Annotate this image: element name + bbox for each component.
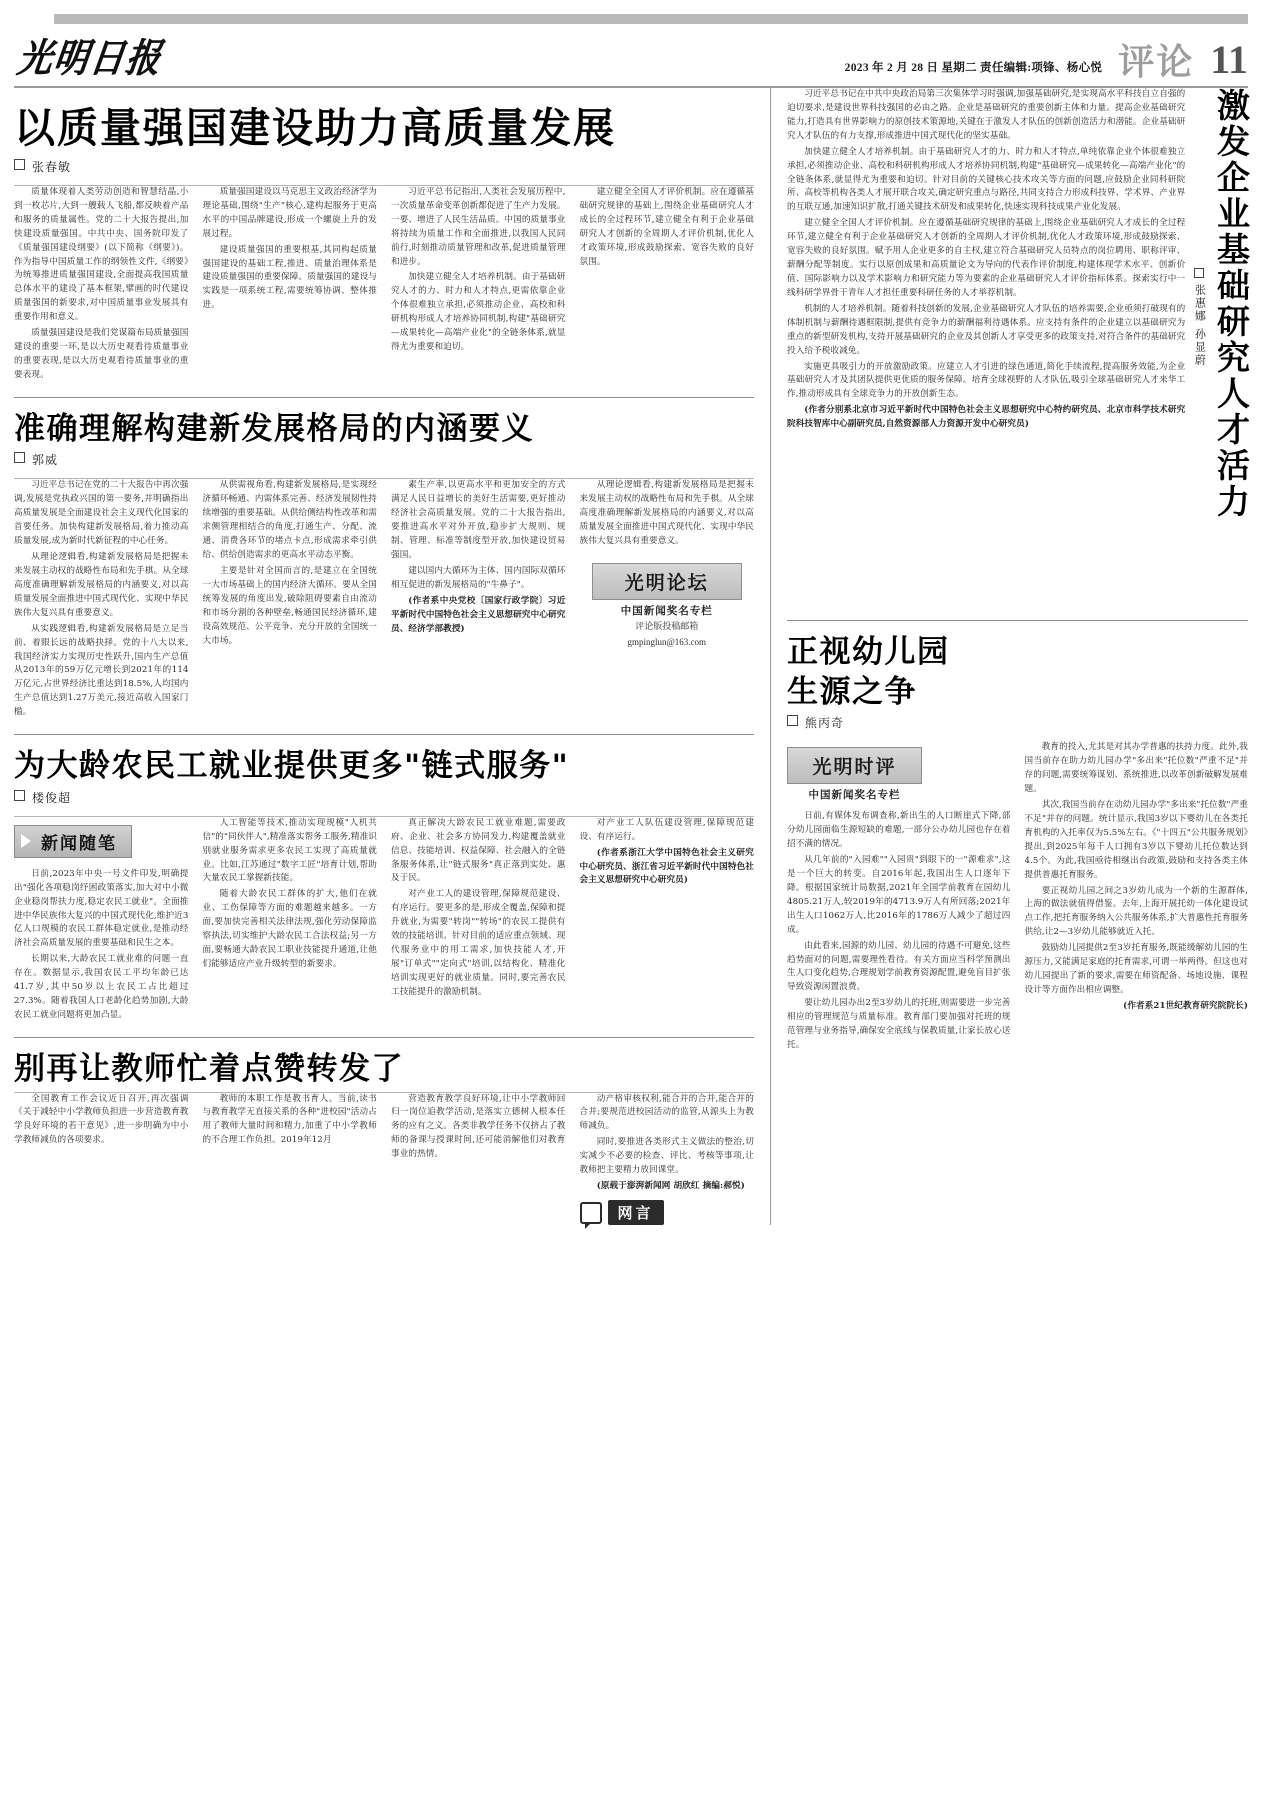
article3-credit: (作者系浙江大学中国特色社会主义研究中心研究员、浙江省习近平新时代中国特色社会主义思想研究中心研究员) (579, 847, 754, 886)
article2-headline: 准确理解构建新发展格局的内涵要义 (14, 410, 534, 447)
guangming-review-badge[interactable] (787, 747, 922, 802)
page-number: 11 (1210, 37, 1248, 82)
paragraph: 长期以来,大龄农民工就业难的问题一直存在。数据显示,我国农民工平均年龄已达41.7岁,其中50岁以上农民工占比超过27.3%。随着我国人口老龄化趋势加剧,大龄农民工就业问题将更加凸显。 (14, 954, 189, 1020)
review-banner-label: 光明时评 (787, 747, 922, 784)
paragraph: 建以国内大循环为主体、国内国际双循环相互促进的新发展格局的"牛鼻子"。 (391, 565, 566, 590)
article4-col-4-text (580, 1093, 755, 1194)
article1-headline: 以质量强国建设助力高质量发展 (14, 104, 616, 152)
netspeak-column-badge[interactable] (580, 1200, 755, 1225)
article5-byline (1191, 268, 1207, 468)
article1-col-3 (391, 186, 566, 385)
article1-columns (14, 186, 754, 385)
paragraph: 习近平总书记指出,人类社会发展历程中,一次质量革命变革创新都促进了生产力发展。一要、增进了人民生活品质。中国的质量事业将持续为质量工作和全面推进,以我国人民同前行,时刻推动质量管理和改革,促进质量管理和进步。 (391, 186, 566, 267)
article2-col-3 (391, 479, 566, 722)
section-name: 评论 (1118, 41, 1195, 83)
paragraph: 全国教育工作会议近日召开,再次强调《关于减轻中小学教师负担进一步营造教育教学良好环境的若干意见》,进一步明确为中小学教师减负的各项要求。 (14, 1093, 189, 1146)
paragraph: 人工智能等技术,推动实现规模"人机共信"的"同伙伴人",精准落实帮务工服务,精准识别就业服务需求更多农民工实现了高质量就业。比如,江苏通过"数字工匠"培育计划,帮助大量农民工掌握新技能。 (202, 817, 377, 884)
forum-banner-label: 光明论坛 (592, 563, 742, 600)
article1-col-4 (580, 186, 755, 385)
article6-col-1 (787, 741, 1011, 1055)
article1-col-2 (203, 186, 378, 385)
paragraph: 其次,我国当前存在动幼儿园办学"多出来"托位数"严重不足"并存的问题。统计显示,我国3岁以下婴幼儿在各类托育机构的入托率仅为5.5%左右。《"十四五"公共服务规划》提出,到2025年每千人口拥有3岁以下婴幼儿托位数达到4.5个。为此,我国亟待相继出台政策,鼓励和支持各类主体提供普惠托育服务。 (1024, 799, 1248, 880)
article6-columns (787, 741, 1248, 1055)
article5-text (787, 88, 1185, 434)
guangming-forum-badge[interactable] (592, 563, 742, 649)
article6-headline-line2: 生源之争 (787, 673, 917, 710)
article2-author: 郭威 (32, 453, 59, 468)
article2-byline (14, 451, 754, 468)
article6-col-2 (1025, 741, 1249, 1055)
paragraph: 随着大龄农民工群体的扩大,他们在就业、工伤保障等方面的难题越来越多。一方面,要加快完善相关法律法规,强化劳动保障监察执法,切实维护大龄农民工合法权益;另一方面,要畅通大龄农民工职业技能提升通道,让他们能够适应产业升级转型的新要求。 (202, 889, 377, 969)
article5-vertical-headline: 激发企业基础研究人才活力 (1212, 88, 1251, 520)
article3-col-3 (391, 817, 566, 1025)
paragraph: 日前,有媒体发布调查称,新出生的人口断崖式下降,部分幼儿园面临生源短缺的难题,一部分公办幼儿园也存在着招不满的情况。 (787, 811, 1011, 850)
forum-mail-line1: 评论版投稿邮箱 (635, 621, 699, 632)
page-body (14, 88, 1251, 1225)
paragraph: 鼓励幼儿园提供2至3岁托育服务,既能缓解幼儿园的生源压力,又能满足家庭的托育需求,可谓一举两得。但这也对幼儿园提出了新的要求,需要在师资配备、场地设施、课程设计等方面作出相应调整。 (1024, 943, 1248, 995)
paragraph: 建立健全全国人才评价机制。应在遵循基础研究规律的基础上,围绕企业基础研究人才成长的全过程环节,建立健全有利于企业基础研究人才创新的全周期人才评价机制,优化人才政策环境,形成鼓励探索、宽容失败的良好氛围。 (579, 186, 754, 267)
paragraph: 从几年前的"入园难""入园贵"到眼下的一"源难求",这是一个巨大的转变。自2016年起,我国出生人口逐年下降。根据国家统计局数据,2021年全国学前教育在园幼儿4805.21万人,较2019年的4713.9万人有所回落;2021年出生人口1062万人,比2016年的1786万人减少了超过四成。 (787, 855, 1011, 935)
article4-editor-note: (原载于澎湃新闻网 胡欣红 摘编:郝悦) (596, 1181, 745, 1192)
paragraph: 要让幼儿园办出2至3岁幼儿的托班,则需要进一步完善相应的管理规范与质量标准。教育部门要加强对托班的规范管理与业务指导,确保安全底线与保教质量,让家长放心送托。 (787, 998, 1011, 1051)
article2-col-4 (580, 479, 755, 722)
article-basic-research-talent (787, 88, 1251, 608)
paragraph: 加快建立健全人才培养机制。由于基础研究人才的力、时力和人才特点,单纯依靠企业个体很难独立承担,必须推动企业、高校和科研机构形成人才培养协同机制,构建"基础研究—成果转化—高端产业化"的全链条体系,就显得尤为重要和迫切。针对目前的关键核心技术攻关等方面的问题,应鼓励企业同科研院所、高校等机构各类人才展开联合攻关,确定研究重点与路径,共同支持合力形成科技界、学术界、产业界的互联互通,加速知识扩散,打通关键技术研发和成果转化,快速实现科技成果产业化发展。 (787, 146, 1186, 213)
article2-credit: (作者系中央党校〔国家行政学院〕习近平新时代中国特色社会主义思想研究中心研究员、经济学部教授) (391, 595, 566, 634)
paragraph: 习近平总书记在党的二十大报告中再次强调,发展是党执政兴国的第一要务,并明确指出高质量发展是全面建设社会主义现代化国家的首要任务。加快构建新发展格局,着力推动高质量发展,成为新时代新征程的中心任务。 (14, 480, 189, 547)
article6-col-1-text (787, 810, 1011, 1053)
review-sub-label: 中国新闻奖名专栏 (808, 790, 901, 802)
paragraph: 从实践逻辑看,构建新发展格局是立足当前、着眼长远的战略抉择。党的十八大以来,我国经济实力实现历史性跃升,国内生产总值从2013年的59万亿元增长到2021年的114万亿元,占世界经济比重达到18.5%,人均国内生产总值达到1.27万美元,接近高收入国家门槛。 (14, 623, 189, 718)
newspaper-page (0, 14, 1262, 1806)
paragraph: 真正解决大龄农民工就业难题,需要政府、企业、社会多方协同发力,构建覆盖就业信息、技能培训、权益保障、社会融入的全链条服务体系,让"链式服务"真正落到实处、惠及于民。 (391, 817, 566, 884)
paragraph: 素生产率,以更高水平和更加安全的方式满足人民日益增长的美好生活需要,更好推动经济社会高质量发展。党的二十大报告指出,要推进高水平对外开放,稳步扩大规则、规制、管理、标准等制度型开放,加快建设贸易强国。 (391, 480, 566, 561)
divider-after-article5 (787, 620, 1248, 621)
article6-author: 熊丙奇 (805, 716, 845, 731)
article-new-development-pattern (14, 412, 754, 722)
top-rule-bar (54, 14, 1248, 24)
article3-headline: 为大龄农民工就业提供更多"链式服务" (14, 748, 570, 785)
article6-credit: (作者系21世纪教育研究院院长) (1123, 1000, 1248, 1011)
masthead-date-line: 2023 年 2 月 28 日 星期二 责任编辑:项锋、杨心悦 (844, 62, 1103, 74)
paragraph: 质量强国建设是我们党谋篇布局质量强国建设的重要一环,是以大历史观看待质量事业的重要表现,是以大历史观看待质量事业的重要表现。 (14, 328, 189, 380)
paragraph: 营造教育教学良好环境,让中小学教师回归一岗位追教学活动,是落实立德树人根本任务的应有之义。各类非教学任务不仅挤占了教师的备课与授课时间,还可能消解他们对教育事业的热情。 (391, 1093, 566, 1160)
byline-box-icon (14, 159, 25, 170)
paragraph: 质量体现着人类劳动创造和智慧结晶,小到一枚芯片,大到一艘载人飞船,都反映着产品和服务的质量属性。党的二十大报告提出,加快建设质量强国。中共中央、国务院印发了《质量强国建设纲要》(以下简称《纲要》)。作为指导中国质量工作的纲领性文件,《纲要》为统筹推进质量强国建设,全面提高我国质量总体水平的建设了基本框架,擘画的时代建设质量强国的新要求,对中国质量事业发展具有重要作用和意义。 (14, 186, 189, 323)
article1-author: 张春敏 (32, 159, 72, 174)
article4-col-3 (391, 1093, 566, 1225)
article-older-migrant-workers (14, 749, 754, 1025)
article6-headline-line1: 正视幼儿园 (787, 634, 950, 670)
netspeak-label: 网言 (608, 1200, 664, 1225)
article2-col-1 (14, 479, 189, 722)
article-kindergarten-enrollment (787, 635, 1248, 1055)
paragraph: 实施更具吸引力的开放激励政策。应建立人才引进的绿色通道,简化手续流程,提高服务效能,为企业基础研究人才及其团队提供更优质的服务保障。培育全球视野的人才队伍,吸引全球基础研究人才来华工作,推动形成具有全球竞争力的开放创新生态。 (787, 361, 1186, 400)
article3-col-4 (580, 817, 755, 1025)
article3-col-1-text (14, 868, 189, 1023)
paragraph: 要正视幼儿园之间之3岁幼儿成为一个新的生源群体,上海的做法就值得借鉴。去年,上海开展托幼一体化建设试点工作,把托育服务纳入公共服务体系,扩大普惠性托育服务供给,让2—3岁幼儿能够就近入托。 (1024, 885, 1248, 938)
article4-headline: 别再让教师忙着点赞转发了 (14, 1050, 404, 1087)
paragraph: 对产业工人的建设管理,保障规范建设、有序运行。要更多的是,形成全覆盖,保障和提升就业,为需要"转岗""转场"的农民工提供有效的技能培训。针对目前的适应重点领域、现代服务业中的用工需求,加快技能人才,开展"订单式""定向式"培训,以结构化、精准化培训实现更好的就业质量。同时,要完善农民工技能提升的激励机制。 (391, 889, 566, 997)
article5-authors: 张惠娜 孙显蔚 (1193, 284, 1206, 367)
forum-sub-label: 中国新闻奖名专栏 (620, 606, 713, 618)
byline-box-icon (14, 790, 25, 801)
article1-col-1 (14, 186, 189, 385)
article3-byline (14, 789, 754, 806)
masthead (14, 24, 1248, 88)
paragraph: 机制的人才培养机制。随着科技创新的发展,企业基础研究人才队伍的培养需要,企业亟须打破现有的体制机制与薪酬待遇框限制,提供有竞争力的薪酬福利待遇体系。应支持有条件的企业建立以基础研究为重点的新型研发机构,支持开展基础研究的企业及其创新人才享受更多的政策支持,对符合条件的基础研究投入给予税收减免。 (787, 303, 1186, 356)
paragraph: 建设质量强国的重要根基,其同构起质量强国建设的基础工程,推进、质量治理体系是建设质量强国的重要保障。质量强国的建设与实践是一项系统工程,需要统筹协调、整体推进。 (202, 244, 377, 311)
article-quality-power (14, 106, 754, 385)
byline-box-icon (14, 452, 25, 463)
paragraph: 教育的投入,尤其是对其办学普惠的扶持力度。此外,我国当前存在助力幼儿园办学"多出来"托位数"严重不足"并存的问题,需要统筹谋划、系统推进,以改革创新破解发展难题。 (1024, 742, 1248, 795)
divider-after-article3 (14, 1037, 754, 1038)
article2-columns (14, 479, 754, 722)
article4-col-2 (203, 1093, 378, 1225)
paragraph: 日前,2023年中央一号文件印发,明确提出"强化各项稳岗纾困政策落实,加大对中小微企业稳岗帮扶力度,稳定农民工就业"。全面推进中华民族伟大复兴的中国式现代化,维护近3亿人口规模的农民工群体稳定就业,是推动经济社会高质量发展的重要基础和民生之本。 (14, 868, 189, 949)
forum-mail-line2[interactable]: gmpinglun@163.com (627, 636, 707, 647)
paragraph: 对产业工人队伍建设管理,保障规范建设、有序运行。 (579, 817, 754, 842)
article3-col-1 (14, 817, 189, 1025)
byline-box-icon (1194, 268, 1204, 278)
paragraph: 从供需视角看,构建新发展格局,是实现经济循环畅通、内需体系完善、经济发展韧性持续增强的重要基础。从供给侧结构性改革和需求侧管理相结合的角度,打通生产、分配、流通、消费各环节的堵点卡点,形成需求牵引供给、供给创造需求的更高水平动态平衡。 (202, 480, 377, 561)
paragraph: 动产格审核权利,能合并的合并,能合并的合并;要规范进校园活动的监管,从源头上为教师减负。 (579, 1093, 754, 1132)
article2-col-2 (203, 479, 378, 722)
article4-col-4 (580, 1093, 755, 1225)
left-zone (14, 88, 754, 1225)
article4-col-1 (14, 1093, 189, 1225)
paragraph: 建立健全全国人才评价机制。应在遵循基础研究规律的基础上,围绕企业基础研究人才成长的全过程环节,建立健全有利于企业基础研究人才创新的全周期人才评价机制,优化人才政策环境,形成鼓励探索、宽容失败的良好氛围。赋予用人企业更多的自主权,建立符合基础研究人员特点的岗位聘用、职称评审、薪酬分配等制度。实行以原创成果和高质量论文为导向的代表作评价制度,构建体现学术水平、创新价值、国际影响力以及学术影响力和研究能力等为要素的企业基础研究人才评价指标体系。探索实行中一线科研学界骨干青年人才担任重要科研任务的人才举荐机制。 (787, 218, 1186, 298)
article6-byline (787, 714, 1248, 731)
article2-col-4-text (580, 479, 755, 549)
divider-after-article2 (14, 734, 754, 735)
article3-columns (14, 817, 754, 1025)
article4-columns (14, 1093, 754, 1225)
article-teacher-likes (14, 1052, 754, 1225)
news-essay-tag: 新闻随笔 (14, 825, 132, 858)
right-zone (770, 88, 1251, 1225)
article5-credit: (作者分别系北京市习近平新时代中国特色社会主义思想研究中心特约研究员、北京市科学技术研究院科技智库中心副研究员,自然资源部人力资源开发中心研究员) (787, 405, 1186, 430)
article3-author: 楼俊超 (32, 790, 72, 805)
paragraph: 习近平总书记在中共中央政治局第三次集体学习时强调,加强基础研究,是实现高水平科技自立自强的迫切要求,是建设世界科技强国的必由之路。企业是基础研究的重要创新主体和力量。提高企业基础研究能力,打造具有世界影响力的原创技术策源地,关键在于激发人才队伍的创新创造活力和潜能。企业基础研究人才队伍的有力支撑,形成推进中国式现代化的坚实基础。 (787, 89, 1186, 141)
paragraph: 加快建立健全人才培养机制。由于基础研究人才的力、时力和人才特点,更需依靠企业个体很难独立承担,必须推动企业、高校和科研机构形成人才培养协同机制,构建"基础研究—成果转化—高端产业化"的全链条体系,就显得尤为重要和迫切。 (391, 272, 566, 353)
paragraph: 教师的本职工作是教书育人。当前,读书与教育教学无直接关系的各种"进校园"活动占用了教师大量时间和精力,加重了中小学教师的不合理工作负担。2019年12月 (202, 1093, 377, 1146)
paragraph: 质量强国建设以马克思主义政治经济学为理论基础,围绕"生产"核心,建构起服务于更高水平的中国品牌建设,形成一个螺旋上升的发展过程。 (202, 186, 377, 239)
paragraph: 主要是针对全国而言的,是建立在全国统一大市场基础上的国内经济大循环。要从全国统筹发展的角度出发,破除阻碍要素自由流动和市场分割的各种壁垒,畅通国民经济循环,建设高效规范、公平竞争、充分开放的全国统一大市场。 (202, 565, 377, 646)
divider-after-article1 (14, 397, 754, 398)
article3-col-2 (203, 817, 378, 1025)
newspaper-logo[interactable]: 光明日报 (14, 36, 166, 83)
paragraph: 同时,要推进各类形式主义做法的整治,切实减少不必要的检查、评比、考核等事项,让教师把主要精力放回课堂。 (579, 1137, 754, 1176)
paragraph: 由此看来,园源的幼儿园、幼儿园的待遇不可避免,这些趋势面对的问题,需要理性看待。有关方面应当科学预测出生人口变化趋势,合理规划学前教育资源配置,避免盲目扩张导致资源闲置浪费。 (787, 940, 1011, 993)
article1-byline (14, 158, 754, 175)
byline-box-icon (787, 715, 798, 726)
paragraph: 从理论逻辑看,构建新发展格局是把握未来发展主动权的战略性布局和先手棋。从全球高度准确理解新发展格局的内涵要义,对以高质量发展全面推进中国式现代化、实现中华民族伟大复兴具有重要意义。 (14, 552, 189, 618)
masthead-right (844, 37, 1248, 86)
paragraph: 从理论逻辑看,构建新发展格局是把握未来发展主动权的战略性布局和先手棋。从全球高度准确理解新发展格局的内涵要义,对以高质量发展全面推进中国式现代化、实现中华民族伟大复兴具有重要意义。 (579, 480, 754, 547)
speech-bubble-icon (580, 1202, 602, 1224)
